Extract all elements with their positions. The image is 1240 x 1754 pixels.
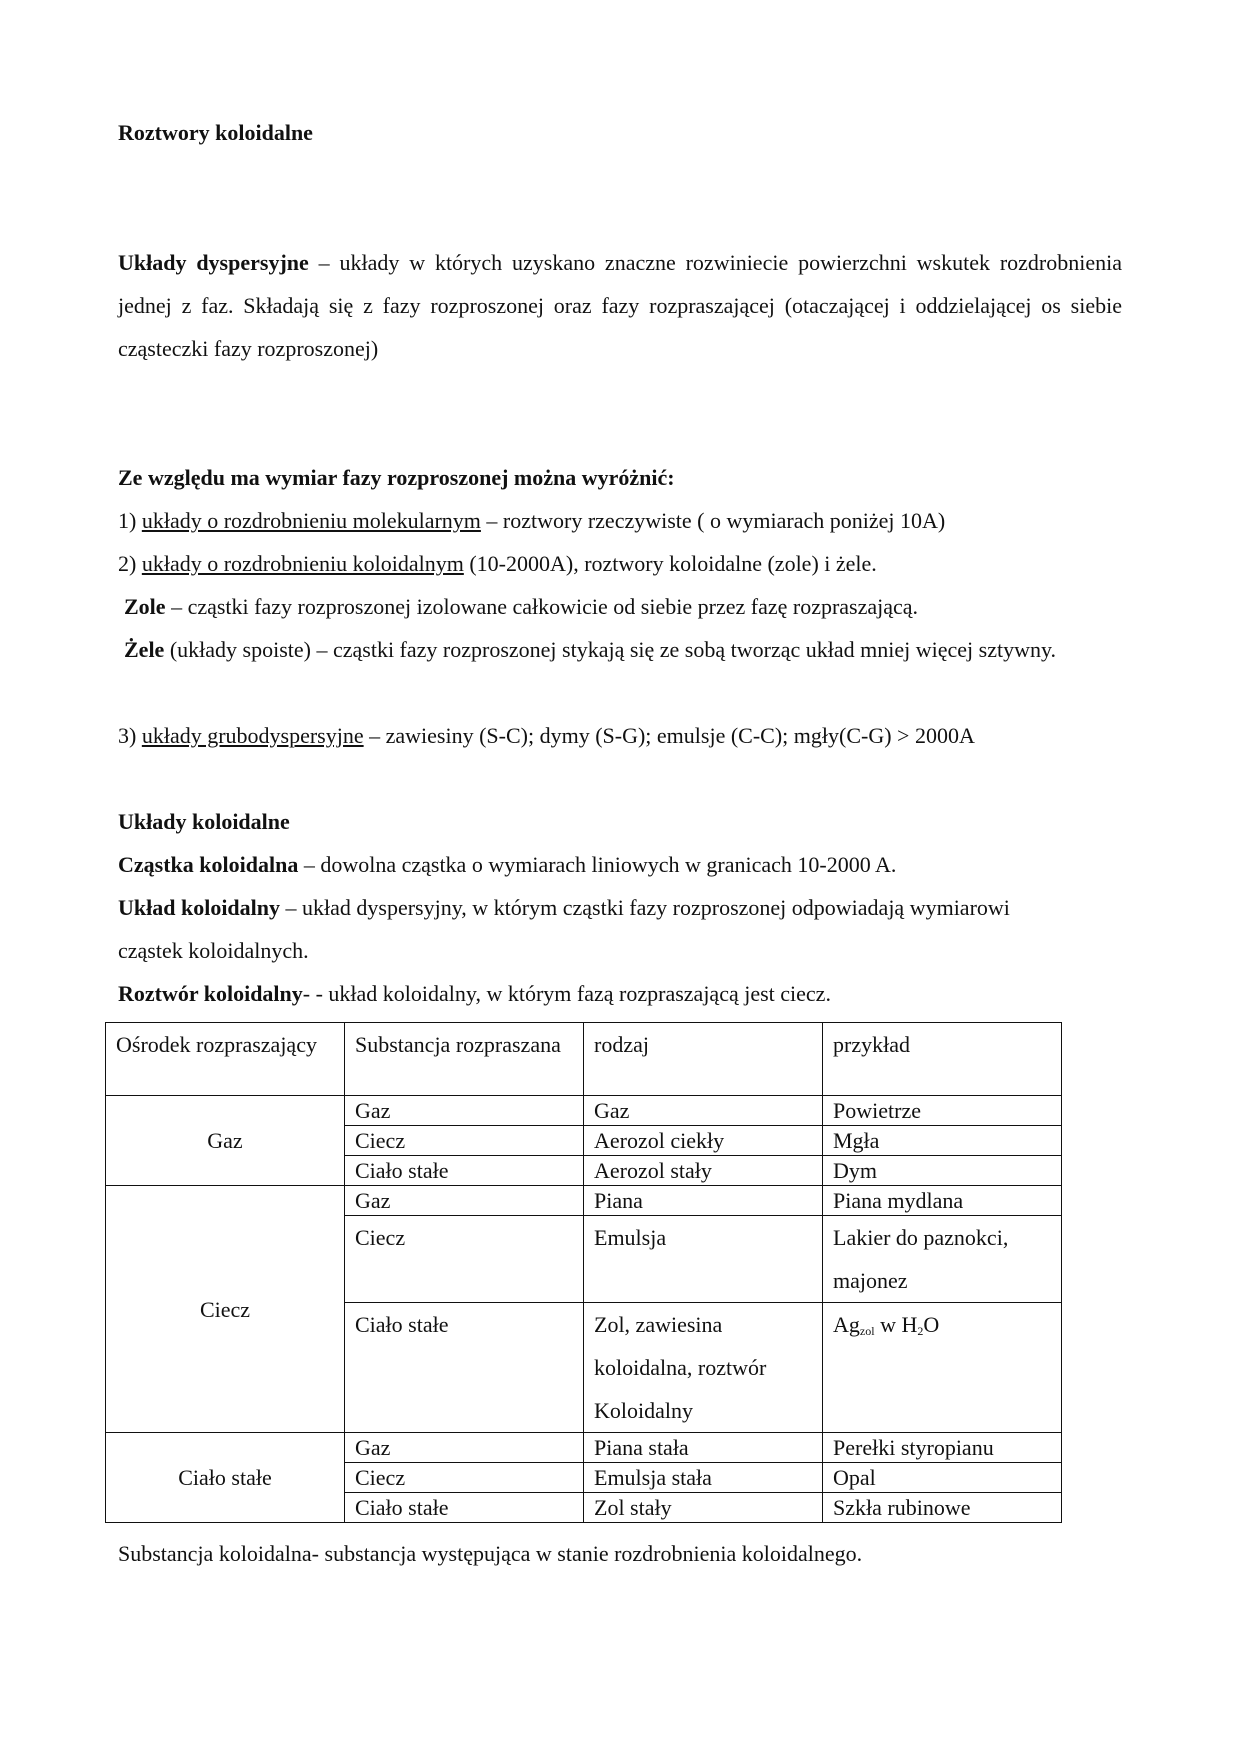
- table-cell: Mgła: [823, 1126, 1062, 1156]
- coarse-systems-text: – zawiesiny (S-C); dymy (S-G); emulsje (C-C); mgły(C-G) > 2000A: [363, 723, 975, 748]
- dispersive-systems-term: Układy dyspersyjne: [118, 250, 309, 275]
- table-cell: Aerozol stały: [584, 1156, 823, 1186]
- item-number: 2): [118, 551, 142, 576]
- medium-cell: Ciało stałe: [106, 1433, 345, 1523]
- table-cell: Ciecz: [345, 1126, 584, 1156]
- table-cell: Piana mydlana: [823, 1186, 1062, 1216]
- table-row: [106, 1186, 1062, 1216]
- table-cell: Gaz: [345, 1096, 584, 1126]
- table-cell: Gaz: [584, 1096, 823, 1126]
- table-header-cell: Substancja rozpraszana: [345, 1023, 584, 1096]
- table-cell: Ciecz: [345, 1463, 584, 1493]
- table-cell: Ciało stałe: [345, 1156, 584, 1186]
- table-cell: Gaz: [345, 1433, 584, 1463]
- item-number: 3): [118, 723, 142, 748]
- table-header-row: [106, 1023, 1062, 1096]
- classification-heading: Ze względu ma wymiar fazy rozproszonej można wyróżnić:: [118, 465, 675, 490]
- colloidal-system-definition: [118, 886, 1018, 972]
- table-cell-ag-example: [823, 1303, 1062, 1433]
- colloidal-heading: Układy koloidalne: [118, 809, 290, 834]
- table-header-cell: Ośrodek rozpraszający: [106, 1023, 345, 1096]
- colloidal-systems-term: układy o rozdrobnieniu koloidalnym: [141, 551, 464, 576]
- classification-item-3: [118, 714, 1122, 757]
- table-cell: Piana: [584, 1186, 823, 1216]
- dispersive-systems-definition: – układy w których uzyskano znaczne rozwiniecie powierzchni wskutek rozdrobnienia jednej z faz. Składają się z fazy rozproszonej oraz fazy rozpraszającej (otaczającej i oddzielającej os siebie cząsteczki fazy rozproszonej): [118, 250, 1122, 361]
- table-row: [106, 1433, 1062, 1463]
- colloidal-particle-text: – dowolna cząstka o wymiarach liniowych w granicach 10-2000 A.: [298, 852, 897, 877]
- table-cell: Ciecz: [345, 1216, 584, 1303]
- table-cell: Lakier do paznokci, majonez: [823, 1216, 1062, 1303]
- table-header-cell: przykład: [823, 1023, 1062, 1096]
- formula-subscript-zol: zol: [859, 1324, 875, 1338]
- table-cell: Szkła rubinowe: [823, 1493, 1062, 1523]
- table-cell: Opal: [823, 1463, 1062, 1493]
- formula-o: O: [923, 1312, 940, 1337]
- table-cell: Zol stały: [584, 1493, 823, 1523]
- table-cell: Piana stała: [584, 1433, 823, 1463]
- colloidal-particle-definition: [118, 843, 1122, 886]
- table-cell: Emulsja stała: [584, 1463, 823, 1493]
- table-cell: Powietrze: [823, 1096, 1062, 1126]
- table-cell: Emulsja: [584, 1216, 823, 1303]
- table-cell: Gaz: [345, 1186, 584, 1216]
- colloidal-solution-term: Roztwór koloidalny: [118, 981, 303, 1006]
- item-number: 1): [118, 508, 142, 533]
- table-cell: Aerozol ciekły: [584, 1126, 823, 1156]
- zele-term: Żele: [124, 637, 165, 662]
- formula-w-h: w H: [874, 1312, 918, 1337]
- formula-ag: Ag: [833, 1312, 860, 1337]
- colloid-types-table: [105, 1022, 1062, 1523]
- colloidal-solution-definition: [118, 972, 1122, 1015]
- table-cell: Ciało stałe: [345, 1303, 584, 1433]
- coarse-systems-term: układy grubodyspersyjne: [141, 723, 364, 748]
- medium-cell: Ciecz: [106, 1186, 345, 1433]
- table-cell: Perełki styropianu: [823, 1433, 1062, 1463]
- table-cell: Ciało stałe: [345, 1493, 584, 1523]
- colloidal-systems-text: (10-2000A), roztwory koloidalne (zole) i żele.: [463, 551, 877, 576]
- medium-cell: Gaz: [106, 1096, 345, 1186]
- table-header-cell: rodzaj: [584, 1023, 823, 1096]
- colloidal-system-term: Układ koloidalny: [118, 895, 281, 920]
- zele-text: (układy spoiste) – cząstki fazy rozproszonej stykają się ze sobą tworząc układ mniej więcej sztywny.: [164, 637, 1057, 662]
- zole-definition: [118, 585, 1128, 628]
- classification-item-1: [118, 499, 1122, 542]
- zole-term: Zole: [124, 594, 166, 619]
- table-cell: Dym: [823, 1156, 1062, 1186]
- classification-item-2: [118, 542, 1122, 585]
- formula-subscript-2: 2: [917, 1324, 924, 1338]
- colloidal-substance-definition: Substancja koloidalna- substancja występująca w stanie rozdrobnienia koloidalnego.: [118, 1541, 863, 1566]
- colloidal-particle-term: Cząstka koloidalna: [118, 852, 299, 877]
- colloidal-solution-text: - - układ koloidalny, w którym fazą rozpraszającą jest ciecz.: [302, 981, 831, 1006]
- zele-definition: [118, 628, 1122, 671]
- colloidal-system-text: – układ dyspersyjny, w którym cząstki fazy rozproszonej odpowiadają wymiarowi cząstek koloidalnych.: [118, 895, 1010, 963]
- molecular-systems-text: – roztwory rzeczywiste ( o wymiarach poniżej 10A): [480, 508, 946, 533]
- dispersive-systems-paragraph: [118, 241, 1122, 370]
- table-cell: Zol, zawiesina koloidalna, roztwór Koloidalny: [584, 1303, 823, 1433]
- zole-text: – cząstki fazy rozproszonej izolowane całkowicie od siebie przez fazę rozpraszającą.: [165, 594, 919, 619]
- molecular-systems-term: układy o rozdrobnieniu molekularnym: [141, 508, 481, 533]
- table-row: [106, 1096, 1062, 1126]
- document-title: Roztwory koloidalne: [118, 120, 313, 145]
